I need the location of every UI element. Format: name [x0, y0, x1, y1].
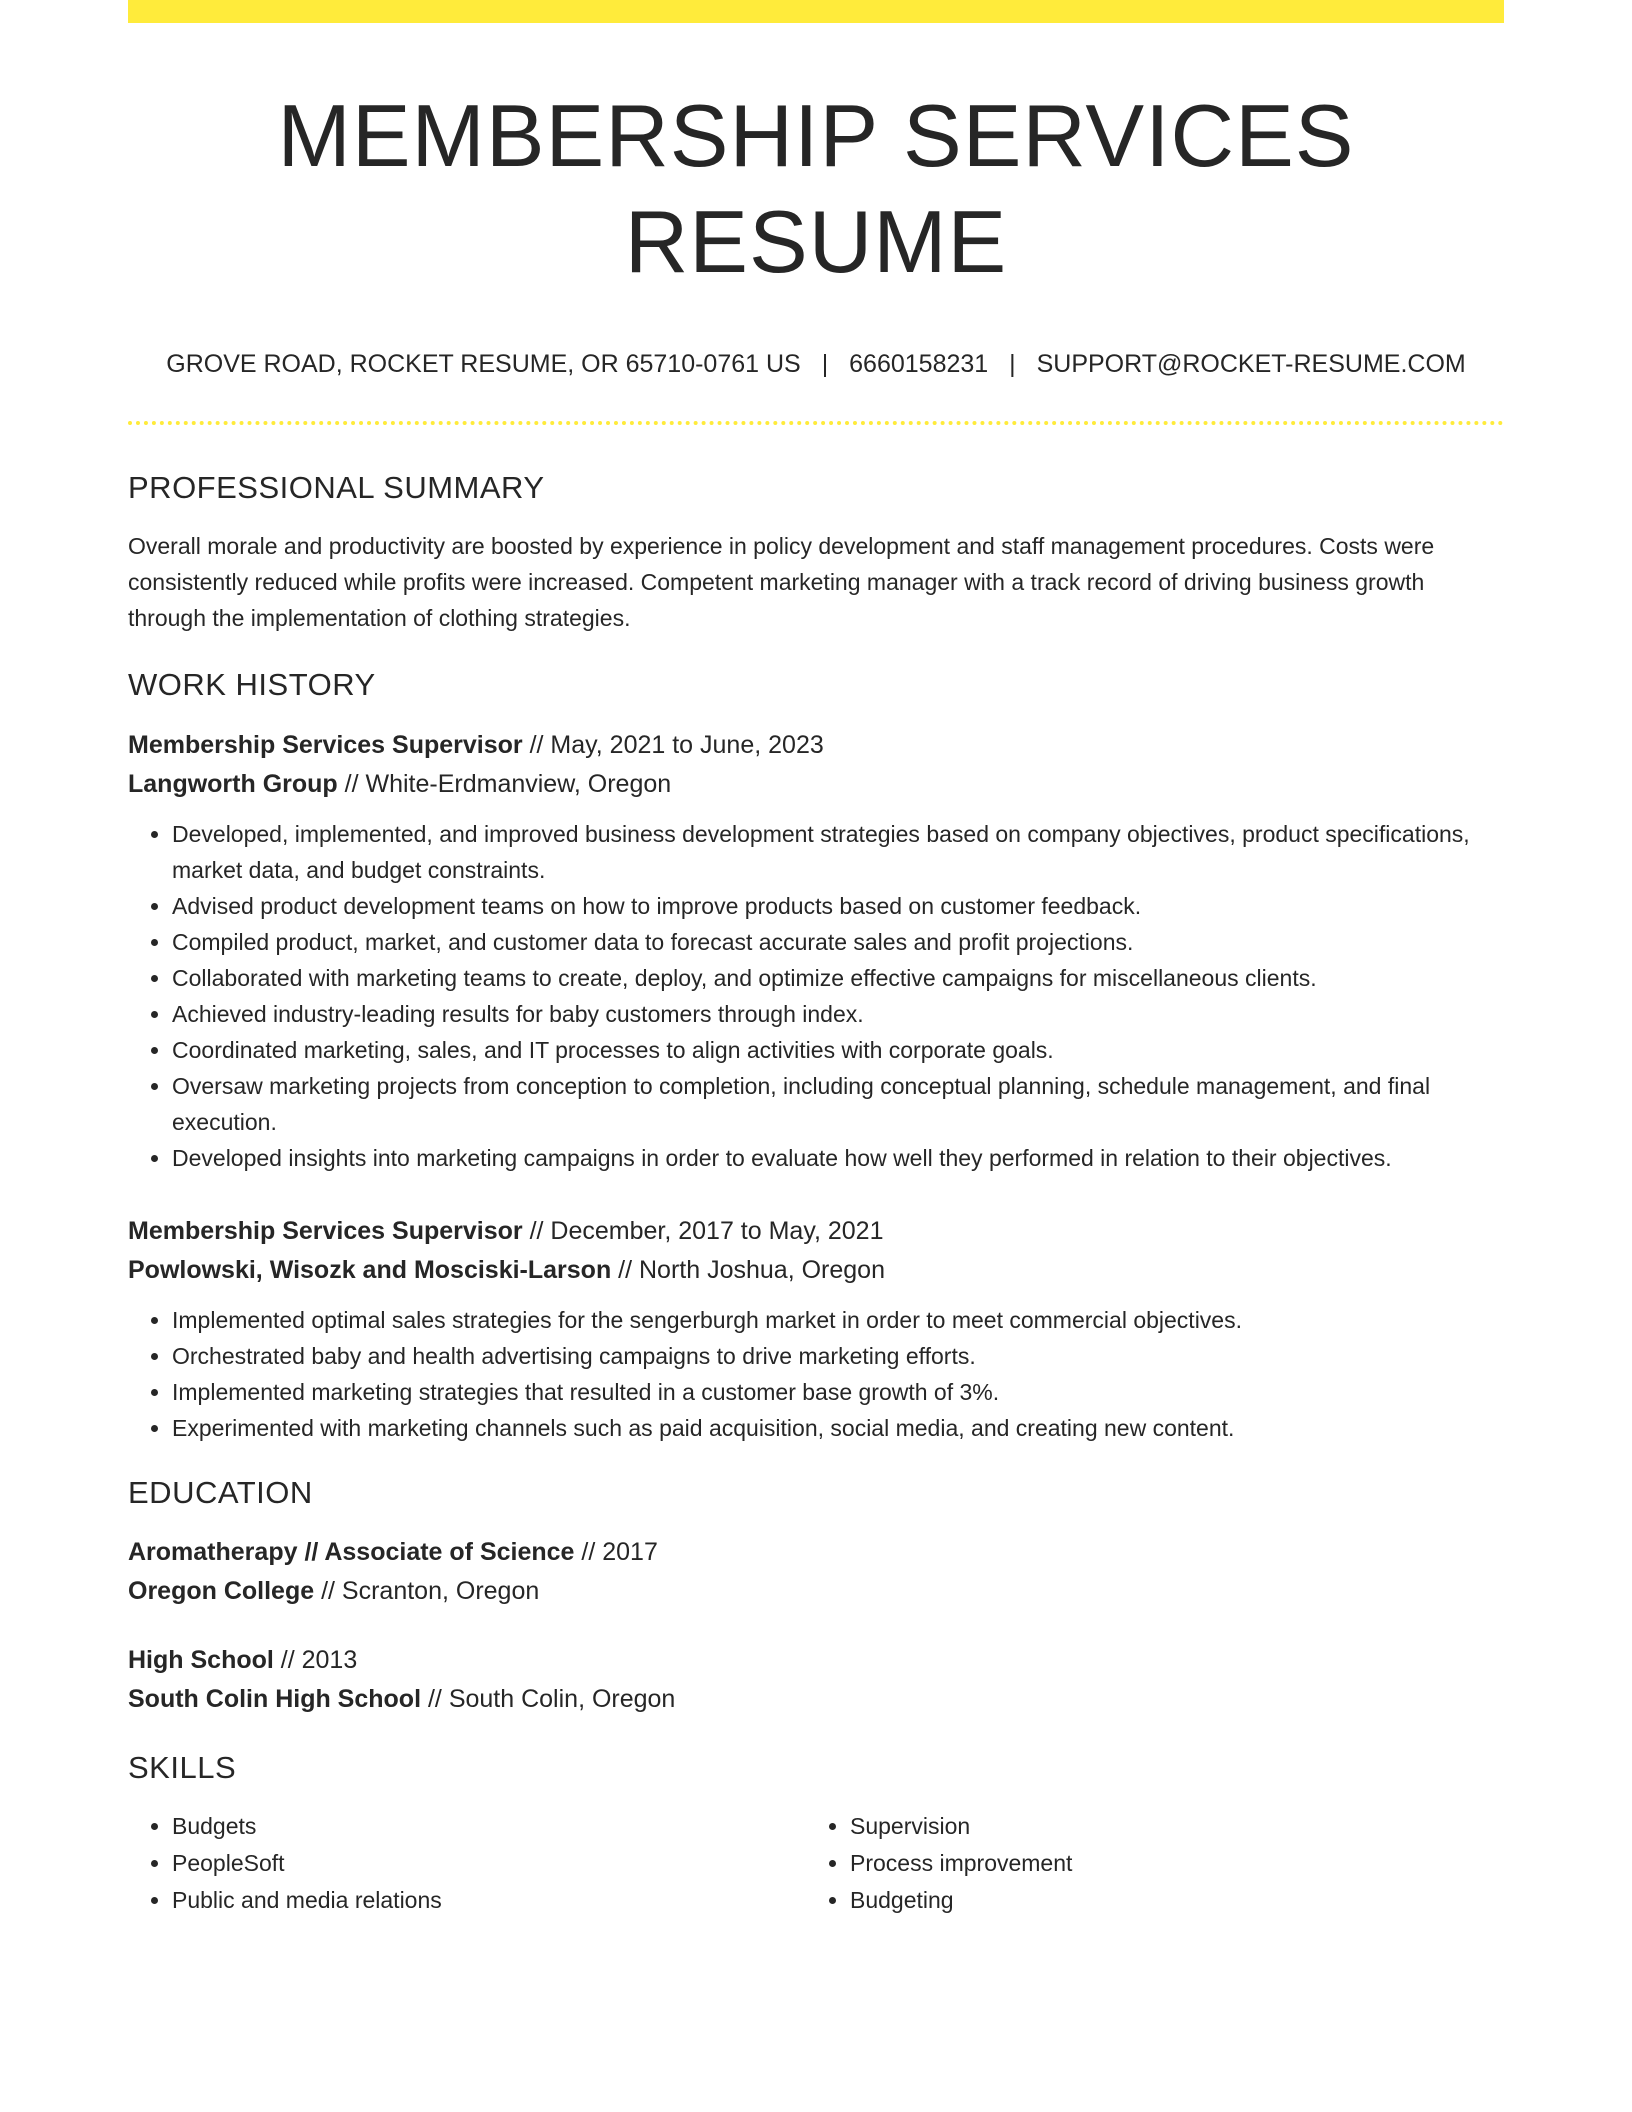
education-entry — [128, 1533, 1504, 1611]
job-bullet: • Developed insights into marketing campaigns in order to evaluate how well they performed in relation to their objectives. — [172, 1140, 1504, 1176]
education-school-line — [128, 1572, 1504, 1611]
job-location: // White-Erdmanview, Oregon — [337, 769, 672, 798]
skills-heading: SKILLS — [128, 1749, 237, 1785]
contact-line — [128, 349, 1504, 379]
skill-item: • Budgeting — [850, 1882, 1484, 1919]
skill-item: • Public and media relations — [172, 1882, 806, 1919]
skills-column-right — [806, 1808, 1484, 1919]
contact-phone: 6660158231 — [849, 350, 989, 379]
education-degree: High School — [128, 1645, 274, 1674]
skill-item: • PeopleSoft — [172, 1845, 806, 1882]
education-entry — [128, 1641, 1504, 1719]
job-company-line — [128, 765, 1504, 804]
skills-column-left — [128, 1808, 806, 1919]
job-company-line — [128, 1251, 1504, 1290]
job-bullet: • Compiled product, market, and customer data to forecast accurate sales and profit projections. — [172, 924, 1504, 960]
education-heading: EDUCATION — [128, 1474, 313, 1510]
job-role: Membership Services Supervisor — [128, 1216, 523, 1245]
job-bullets — [128, 1302, 1504, 1446]
contact-email: SUPPORT@ROCKET-RESUME.COM — [1036, 350, 1466, 379]
job-bullets — [128, 816, 1504, 1176]
skill-item: • Supervision — [850, 1808, 1484, 1845]
contact-separator: | — [821, 350, 829, 379]
contact-separator: | — [1009, 350, 1016, 379]
job-company: Langworth Group — [128, 769, 338, 798]
education-school-line — [128, 1680, 1504, 1719]
job-dates: // May, 2021 to June, 2023 — [522, 730, 824, 759]
job-bullet: • Developed, implemented, and improved business development strategies based on company objectives, product specifications, market data, and budget constraints. — [172, 816, 1504, 888]
job-bullet: • Coordinated marketing, sales, and IT processes to align activities with corporate goals. — [172, 1032, 1504, 1068]
job-entry — [128, 726, 1504, 1176]
education-school: South Colin High School — [128, 1684, 422, 1713]
skills-list — [128, 1808, 1504, 1919]
summary-text: Overall morale and productivity are boosted by experience in policy development and staff management procedures. Costs were consistently reduced while profits were increased. Competent marketing manager with a track record of driving business growth through the implementation of clothing strategies. — [128, 533, 1435, 632]
accent-top-bar — [128, 0, 1504, 23]
job-bullet: • Advised product development teams on how to improve products based on customer feedback. — [172, 888, 1504, 924]
education-year: // 2017 — [574, 1537, 658, 1566]
job-bullet: • Oversaw marketing projects from conception to completion, including conceptual planning, schedule management, and final execution. — [172, 1068, 1504, 1140]
education-year: // 2013 — [273, 1645, 358, 1674]
education-degree-line — [128, 1641, 1504, 1680]
job-bullet: • Experimented with marketing channels such as paid acquisition, social media, and creating new content. — [172, 1410, 1504, 1446]
education-degree: Aromatherapy // Associate of Science — [128, 1537, 575, 1566]
job-title-line — [128, 1212, 1504, 1251]
dotted-divider — [128, 421, 1504, 425]
skill-item: • Process improvement — [850, 1845, 1484, 1882]
education-location: // Scranton, Oregon — [314, 1576, 540, 1605]
job-bullet: • Implemented marketing strategies that resulted in a customer base growth of 3%. — [172, 1374, 1504, 1410]
job-entry — [128, 1212, 1504, 1446]
resume-title: MEMBERSHIP SERVICES RESUME — [277, 86, 1355, 291]
education-location: // South Colin, Oregon — [421, 1684, 676, 1713]
summary-heading: PROFESSIONAL SUMMARY — [128, 470, 545, 506]
job-company: Powlowski, Wisozk and Mosciski-Larson — [128, 1255, 612, 1284]
job-bullet: • Achieved industry-leading results for baby customers through index. — [172, 996, 1504, 1032]
job-bullet: • Orchestrated baby and health advertising campaigns to drive marketing efforts. — [172, 1338, 1504, 1374]
skill-item: • Budgets — [172, 1808, 806, 1845]
resume-page — [128, 0, 1504, 1919]
job-role: Membership Services Supervisor — [128, 730, 523, 759]
job-bullet: • Implemented optimal sales strategies for the sengerburgh market in order to meet commercial objectives. — [172, 1302, 1504, 1338]
education-degree-line — [128, 1533, 1504, 1572]
job-bullet: • Collaborated with marketing teams to create, deploy, and optimize effective campaigns for miscellaneous clients. — [172, 960, 1504, 996]
job-location: // North Joshua, Oregon — [611, 1255, 885, 1284]
work-history-heading: WORK HISTORY — [128, 667, 376, 703]
job-dates: // December, 2017 to May, 2021 — [522, 1216, 884, 1245]
education-school: Oregon College — [128, 1576, 315, 1605]
contact-address: GROVE ROAD, ROCKET RESUME, OR 65710-0761 US — [166, 350, 801, 379]
job-title-line — [128, 726, 1504, 765]
